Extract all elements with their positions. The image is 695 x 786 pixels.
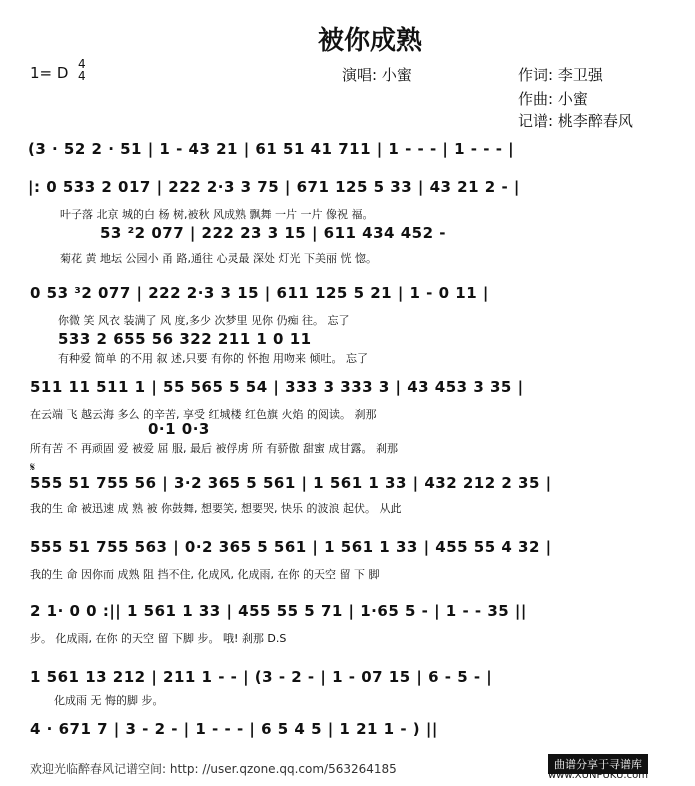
composer-credit: 作曲: 小蜜 xyxy=(518,90,588,108)
footer-text: 欢迎光临醉春风记谱空间: http: //user.qzone.qq.com/563264185 xyxy=(30,762,397,776)
time-signature xyxy=(78,58,86,82)
notation-row: 53 ²2 077 | 222 23 3 15 | 611 434 452 - xyxy=(100,224,446,242)
notation-row: 1 561 13 212 | 211 1 - - | (3 - 2 - | 1 - 07 15 | 6 - 5 - | xyxy=(30,668,493,686)
lyrics-line: 菊花 黄 地坛 公园小 甬 路,通往 心灵最 深处 灯光 下美丽 恍 惚。 xyxy=(60,252,377,265)
lyrics-line: 化成雨 无 悔的脚 步。 xyxy=(54,694,164,707)
key-signature: 1= D xyxy=(30,64,69,82)
song-title: 被你成熟 xyxy=(318,26,423,56)
notation-row: 4 · 671 7 | 3 - 2 - | 1 - - - | 6 5 4 5 | 1 21 1 - ) || xyxy=(30,720,438,738)
notation-row: 555 51 755 56 | 3·2 365 5 561 | 1 561 1 33 | 432 212 2 35 | xyxy=(30,474,552,492)
watermark-title: 曲谱分享于寻谱库 xyxy=(548,754,648,774)
notation-row: 555 51 755 563 | 0·2 365 5 561 | 1 561 1 33 | 455 55 4 32 | xyxy=(30,538,552,556)
lyrics-line: 步。 化成雨, 在你 的天空 留 下脚 步。 哦! 刹那 D.S xyxy=(30,632,287,645)
lyrics-line: 我的生 命 被迅速 成 熟 被 你鼓舞, 想要笑, 想要哭, 快乐 的波浪 起伏。 从此 xyxy=(30,502,402,515)
notation-row: 533 2 655 56 322 211 1 0 11 xyxy=(58,330,312,348)
lyrics-line: 在云端 飞 越云海 多么 的辛苦, 享受 红城楼 红色旗 火焰 的阅读。 刹那 xyxy=(30,408,377,421)
lyrics-line: 叶子落 北京 城的白 杨 树,被秋 风成熟 飘舞 一片 一片 像祝 福。 xyxy=(60,208,374,221)
notation-row: (3 · 52 2 · 51 | 1 - 43 21 | 61 51 41 711 | 1 - - - | 1 - - - | xyxy=(28,140,515,158)
segno-sign: 𝄋 xyxy=(30,460,36,474)
lyrics-line: 所有苦 不 再顽固 爱 被爱 屈 服, 最后 被俘虏 所 有骄傲 甜蜜 成甘露。 刹那 xyxy=(30,442,398,455)
singer-credit: 演唱: 小蜜 xyxy=(342,66,412,84)
notation-row: 2 1· 0 0 :|| 1 561 1 33 | 455 55 5 71 | 1·65 5 - | 1 - - 35 || xyxy=(30,602,527,620)
lyrics-line: 你微 笑 风衣 装满了 风 度,多少 次梦里 见你 仍痴 往。 忘了 xyxy=(58,314,350,327)
time-sig-bottom: 4 xyxy=(78,69,86,83)
transcriber-credit: 记谱: 桃李醉春风 xyxy=(518,112,633,130)
notation-row: 0 53 ³2 077 | 222 2·3 3 15 | 611 125 5 21 | 1 - 0 11 | xyxy=(30,284,489,302)
notation-row: 0·1 0·3 xyxy=(148,420,210,438)
lyricist-credit: 作词: 李卫强 xyxy=(518,66,603,84)
watermark-url: www.XUNPUKU.com xyxy=(548,770,648,781)
lyrics-line: 有种爱 简单 的不用 叙 述,只要 有你的 怀抱 用吻来 倾吐。 忘了 xyxy=(58,352,368,365)
notation-row: |: 0 533 2 017 | 222 2·3 3 75 | 671 125 5 33 | 43 21 2 - | xyxy=(28,178,520,196)
lyrics-line: 我的生 命 因你而 成熟 阻 挡不住, 化成风, 化成雨, 在你 的天空 留 下 脚 xyxy=(30,568,380,581)
notation-row: 511 11 511 1 | 55 565 5 54 | 333 3 333 3 | 43 453 3 35 | xyxy=(30,378,524,396)
time-sig-top: 4 xyxy=(78,57,86,71)
